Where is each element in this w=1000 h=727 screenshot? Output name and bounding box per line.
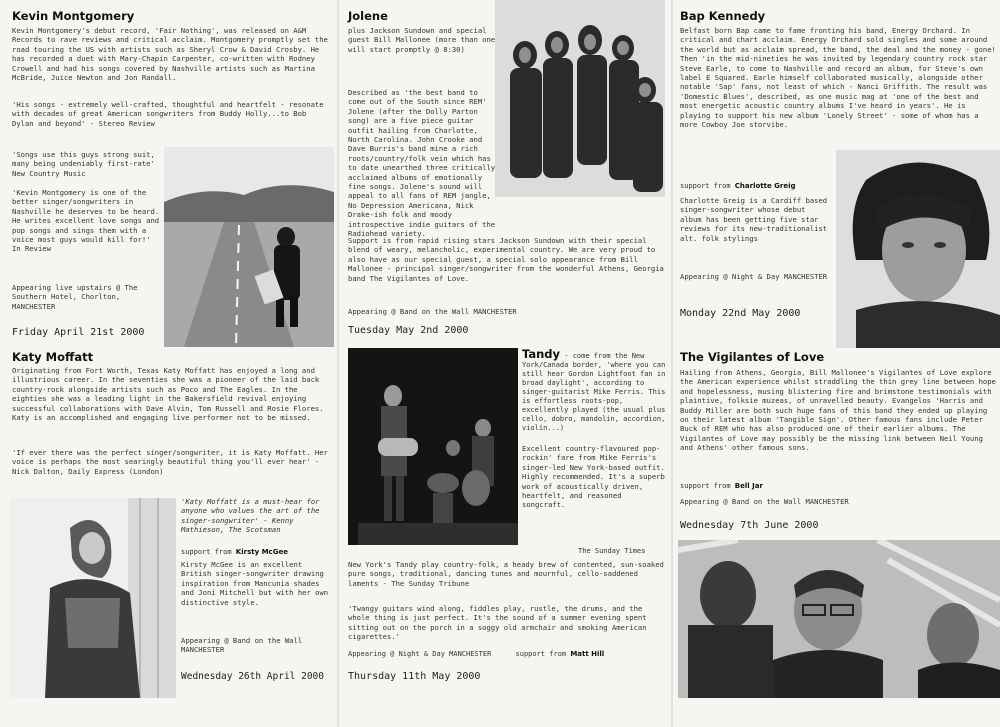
kevin-montgomery-quote-new-country: 'Songs use this guys strong suit, many being undeniably first-rate' New Country Music <box>12 150 155 178</box>
vigilantes-date: Wednesday 7th June 2000 <box>680 520 819 531</box>
bap-kennedy-body: Belfast born Bap came to fame fronting his band, Energy Orchard. In critical and chart acclaim. Energy Orchard sold singles and some around the world but as acclaim spread, the band, the deal and the money - gone! Then 'in the mid-nineties he was invited by legendary country rock star Steve Earle, to come to Nashville and record an album, for Steve's own label E Squared. Earle himself collaborated musically, alongside other notable 'Sap' fans, not least of which - Nanci Griffith. The result was 'Domestic Blues', described, as one music mag at 'one of the best and most energetic acoustic country albums I've heard in years'. He is playing to support his new album 'Lonely Street' - some of whom has a more Cowboy Joe storvibe. <box>680 26 996 130</box>
bap-kennedy-venue: Appearing @ Night & Day MANCHESTER <box>680 272 828 281</box>
katy-moffatt-quote-scotsman: 'Katy Moffatt is a must-hear for anyone who values the art of the singer-songwriter' - Kenny Mathieson, The Scotsman <box>181 497 320 535</box>
katy-moffatt-photo <box>10 498 176 698</box>
katy-moffatt-body: Originating from Fort Worth, Texas Katy Moffatt has enjoyed a long and illustrious career. In the seventies she was a pioneer of the laid back country-rock alongside artists such as Poco and The Eagles. In the eighties she was a leading light in the Bakersfield revival enjoying successful collaborations with Dave Alvin, Tom Russell and Rosie Flores. Katy is an accomplished and engaging live performer not to be missed. <box>12 366 324 423</box>
bap-support-description: Charlotte Greig is a Cardiff based singer-songwriter whose debut album has been getting five star reviews for its new-traditionalist alt. folk stylings <box>680 196 828 243</box>
jolene-body-a: Described as 'the best band to come out of the South since REM' Jolene (after the Dolly Parton song) are a five piece guitar outfit hailing from Charlotte, North Carolina. John Crooke and Dave Burris's band mine a rich roots/country/folk vein which has to date unearthed three critically acclaimed albums of emotionally fine songs. Jolene's sound will appeal to all fans of REM jangle, No Depression Americana, Nick Drake-ish folk and moody introspective indie guitars of the Radiohead variety. <box>348 88 496 239</box>
vigilantes-support-label: support from <box>680 482 731 490</box>
katy-support-label: support from <box>181 548 232 556</box>
bap-support-label: support from <box>680 182 731 190</box>
tandy-date: Thursday 11th May 2000 <box>348 671 481 682</box>
kevin-montgomery-quote-stereo-review: 'His songs - extremely well-crafted, thoughtful and heartfelt - resonate with decades of great American songwriters from Buddy Holly...to Bob Dylan and beyond' - Stereo Review <box>12 100 324 128</box>
kevin-montgomery-quote-in-review: 'Kevin Montgomery is one of the better singer/songwriters in Nashville he deserves to be heard. He writes excellent love songs and pop songs and sings them with a voice most guys would kill for!' In Review <box>12 188 160 254</box>
vigilantes-support-line <box>680 482 998 491</box>
tandy-venue: Appearing @ Night & Day MANCHESTER <box>348 650 492 658</box>
vigilantes-venue: Appearing @ Band on the Wall MANCHESTER <box>680 497 849 506</box>
katy-support-act: Kirsty McGee <box>235 548 288 556</box>
bap-support-line <box>680 182 830 191</box>
vigilantes-body: Hailing from Athens, Georgia, Bill Mallonee's Vigilantes of Love explore the American experience whilst straddling the thin grey line between hope and hopelessness, musing blistering fire and brimstone testimonials with plaintive, folksie muzeas, of unravelled beauty. Evangelos 'Harris and Buddy Miller are both such huge fans of this band they ended up playing on their latest album 'Tangible Sign'. Other famous fans include Peter Buck of REM who has also produced one of their earlier albums. The Vigilantes of Love may possibly be the missing link between Neil Young and Athens' other famous sons. <box>680 368 996 453</box>
tandy-intro: - come from the New York/Canada border, 'where you can still hear Gordon Lightfoot fan in broad daylight', according to singer-guitarist Mike Ferris. This is effortless roots-pop, excellently played (the usual plus cello, dobro, mandolin, accordion, violin...) <box>522 352 666 432</box>
katy-moffatt-venue: Appearing @ Band on the Wall MANCHESTER <box>181 636 303 655</box>
jolene-title: Jolene <box>348 9 388 23</box>
kevin-montgomery-title: Kevin Montgomery <box>12 9 135 23</box>
kevin-montgomery-venue: Appearing live upstairs @ The Southern Hotel, Chorlton, MANCHESTER <box>12 283 138 311</box>
tandy-quote: Excellent country-flavoured pop-rockin' fare from Mike Ferris's singer-led New York-based outfit. Highly recommended. It's a superb work of acoustically driven, heartfelt, and reasoned songcraft. <box>522 444 665 510</box>
katy-moffatt-quote-daily-express: 'If ever there was the perfect singer/songwriter, it is Katy Moffatt. Her voice is perhaps the most searingly beautiful thing you'll ever hear' - Nick Dalton, Daily Express (London) <box>12 448 328 476</box>
kevin-montgomery-road-photo <box>164 147 334 347</box>
vigilantes-band-photo <box>678 540 1000 698</box>
tandy-support-label: support from <box>515 650 567 658</box>
katy-moffatt-title: Katy Moffatt <box>12 350 94 364</box>
kevin-montgomery-date: Friday April 21st 2000 <box>12 327 145 338</box>
tandy-live-photo <box>348 348 518 545</box>
tandy-body-tribune: New York's Tandy play country-folk, a heady brew of contented, sun-soaked pure songs, traditional, dancing tunes and mournful, cello-saddened laments - The Sunday Tribune <box>348 560 664 588</box>
column-right <box>672 0 1000 727</box>
column-middle <box>338 0 672 727</box>
jolene-body-support: Support is from rapid rising stars Jackson Sundown with their special blend of weary, melancholic, experimental country. We are very proud to also have as our special guest, a special solo appearance from Bill Mallonee - principal singer/songwriter from the wonderful Athens, Georgia band The Vigilantes of Love. <box>348 236 664 283</box>
katy-support-description: Kirsty McGee is an excellent British singer-songwriter drawing inspiration from Mancunia shades and Joni Mitchell but with her own distinctive style. <box>181 560 329 607</box>
vigilantes-support-act: Bell Jar <box>734 482 763 490</box>
tandy-title: Tandy <box>522 347 561 361</box>
vigilantes-title: The Vigilantes of Love <box>680 350 825 364</box>
katy-support-line <box>181 548 331 557</box>
katy-moffatt-date: Wednesday 26th April 2000 <box>181 671 324 682</box>
jolene-venue: Appearing @ Band on the Wall MANCHESTER <box>348 307 517 316</box>
column-left <box>0 0 338 727</box>
tandy-quote-source: The Sunday Times <box>578 547 646 555</box>
jolene-date: Tuesday May 2nd 2000 <box>348 325 469 336</box>
jolene-band-photo <box>495 0 665 197</box>
jolene-subtitle: plus Jackson Sundown and special guest Bill Mallonee (more than one will start promptly @ 8:30) <box>348 26 496 54</box>
bap-kennedy-date: Monday 22nd May 2000 <box>680 308 801 319</box>
tandy-intro-block <box>522 347 668 433</box>
kevin-montgomery-body: Kevin Montgomery's debut record, 'Fair Nothing', was released on A&M Records to rave reviews and critical acclaim. Montgomery promptly set the road touring the US with artists such as Sheryl Crow & David Crosby. He has recorded a duet with Mary-Chapin Carpenter, co-written with Rodney Crowell and had his songs covered by Nashville artists such as Martina McBride, Juice Newton and Jon Randall. <box>12 26 328 83</box>
bap-kennedy-portrait <box>836 150 1000 348</box>
tandy-venue-line <box>348 650 666 659</box>
bap-kennedy-title: Bap Kennedy <box>680 9 766 23</box>
tandy-support-act: Matt Hill <box>570 650 605 658</box>
tandy-body-porch: 'Twangy guitars wind along, fiddles play, rustle, the drums, and the whole thing is just perfect. It's the sound of a summer evening spent sitting out on the porch in a soggy old armchair and smoking American cigarettes.' <box>348 604 647 642</box>
bap-support-act: Charlotte Greig <box>734 182 796 190</box>
